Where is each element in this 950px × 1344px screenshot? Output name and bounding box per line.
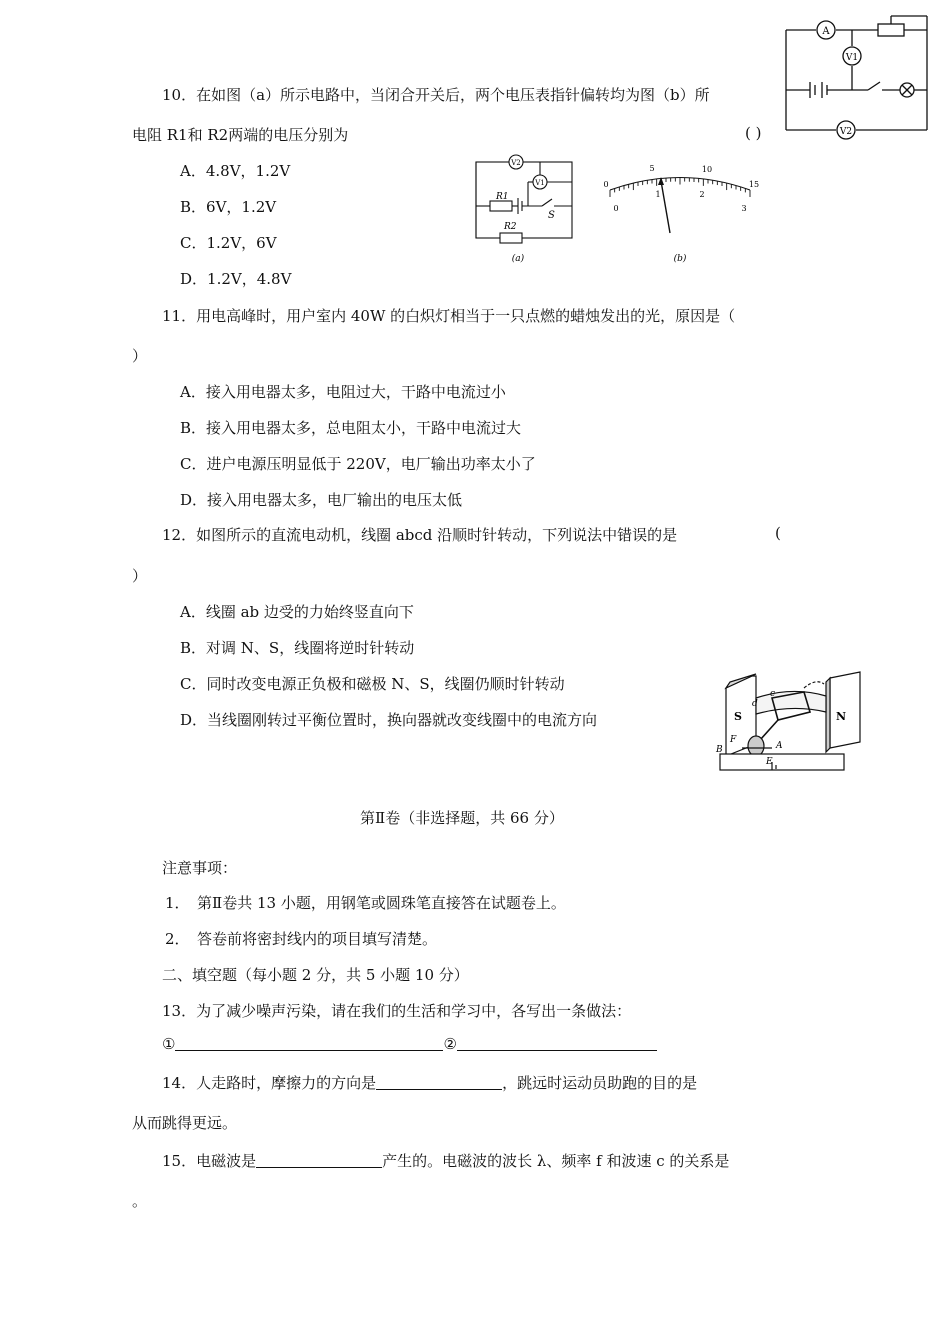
meter-bottom-tick-3: 3 (741, 204, 747, 213)
meter-pointer (661, 181, 670, 233)
q14-text-a: 14．人走路时，摩擦力的方向是 (162, 1074, 377, 1092)
q13-answer-line (162, 1035, 657, 1053)
q10-option-a: A．4.8V，1.2V (180, 162, 291, 180)
meter-top-tick-10: 10 (701, 165, 713, 174)
q15-text-b: 产生的。电磁波的波长 λ、频率 f 和波速 c 的关系是 (382, 1152, 730, 1170)
q10-answer-paren: ( ) (745, 124, 762, 142)
q11-option-d: D．接入用电器太多，电厂输出的电压太低 (180, 491, 463, 509)
q15-text-a: 15．电磁波是 (162, 1152, 257, 1170)
fig-a-r2-label: R2 (504, 222, 517, 232)
q12-option-b: B．对调 N、S，线圈将逆时针转动 (180, 639, 415, 657)
q10-option-d: D．1.2V，4.8V (180, 270, 292, 288)
fig-a-r1-label: R1 (496, 192, 509, 202)
q15-blank[interactable] (256, 1153, 382, 1168)
fig-a-switch-label: S (548, 210, 555, 221)
motor-c-label: c (770, 689, 776, 699)
q14-line2: 从而跳得更远。 (132, 1114, 238, 1132)
q11-option-b: B．接入用电器太多，总电阻太小，干路中电流过大 (180, 419, 522, 437)
fig-a-caption: (a) (511, 254, 525, 264)
q10-option-c: C．1.2V，6V (180, 234, 277, 252)
q12-line2: ） (132, 567, 148, 585)
motor-e-label: E (766, 757, 773, 767)
q13-text: 13．为了减少噪声污染，请在我们的生活和学习中，各写出一条做法： (162, 1002, 632, 1020)
q12-paren-open: ( (775, 524, 781, 542)
q10-line2: 电阻 R1和 R2两端的电压分别为 (132, 126, 349, 144)
section2-title: 第Ⅱ卷（非选择题，共 66 分） (360, 809, 564, 827)
section2-notice: 注意事项： (162, 859, 238, 877)
motor-n-label: N (836, 710, 847, 723)
corner-v1-label: V1 (845, 53, 859, 63)
q10-voltmeter-figure-b (600, 163, 760, 268)
meter-top-tick-0: 0 (603, 180, 609, 189)
section2-note-1: 1． 第Ⅱ卷共 13 小题，用钢笔或圆珠笔直接答在试题卷上。 (165, 894, 566, 912)
motor-s-label: S (734, 710, 742, 723)
q11-option-c: C．进户电源压明显低于 220V，电厂输出功率太小了 (180, 455, 536, 473)
q13-mark-2: ② (443, 1035, 457, 1053)
dc-motor-figure (712, 668, 872, 783)
q12-option-a: A．线圈 ab 边受的力始终竖直向下 (180, 603, 414, 621)
q15-line2: 。 (132, 1192, 148, 1210)
q10-line1: 10．在如图（a）所示电路中，当闭合开关后，两个电压表指针偏转均为图（b）所 (162, 86, 710, 104)
q13-blank-2[interactable] (457, 1036, 657, 1051)
meter-top-tick-15: 15 (748, 180, 760, 189)
fig-a-v1-label: V1 (535, 179, 545, 187)
meter-top-tick-5: 5 (649, 164, 655, 173)
fig-b-caption: (b) (673, 254, 687, 264)
q11-line2: ） (132, 347, 148, 365)
meter-bottom-tick-1: 1 (655, 190, 661, 199)
corner-circuit-diagram (782, 12, 932, 142)
meter-bottom-tick-2: 2 (699, 190, 705, 199)
corner-ammeter-label: A (822, 26, 830, 37)
fig-a-v2-label: V2 (511, 159, 521, 167)
q10-option-b: B．6V，1.2V (180, 198, 277, 216)
q14-text-b: ，跳远时运动员助跑的目的是 (502, 1074, 698, 1092)
q12-option-c: C．同时改变电源正负极和磁极 N、S，线圈仍顺时针转动 (180, 675, 565, 693)
motor-d-label: d (752, 699, 758, 709)
motor-a-label: A (776, 741, 783, 751)
meter-bottom-tick-0: 0 (613, 204, 619, 213)
q15-line1 (162, 1150, 729, 1171)
q11-option-a: A．接入用电器太多，电阻过大，干路中电流过小 (180, 383, 506, 401)
motor-f-label: F (730, 735, 737, 745)
q14-line1 (162, 1072, 697, 1093)
q13-mark-1: ① (162, 1035, 176, 1053)
q12-line1: 12．如图所示的直流电动机，线圈 abcd 沿顺时针转动，下列说法中错误的是 (162, 526, 678, 544)
section2-note-2: 2． 答卷前将密封线内的项目填写清楚。 (165, 930, 438, 948)
q10-circuit-figure-a (474, 158, 576, 268)
part-two-heading: 二、填空题（每小题 2 分，共 5 小题 10 分） (162, 966, 469, 984)
q11-line1: 11．用电高峰时，用户室内 40W 的白炽灯相当于一只点燃的蜡烛发出的光，原因是（ (162, 307, 736, 325)
motor-b-label: B (716, 745, 723, 755)
q13-blank-1[interactable] (175, 1036, 443, 1051)
q14-blank[interactable] (376, 1075, 502, 1090)
corner-v2-label: V2 (839, 127, 853, 137)
q12-option-d: D．当线圈刚转过平衡位置时，换向器就改变线圈中的电流方向 (180, 711, 598, 729)
